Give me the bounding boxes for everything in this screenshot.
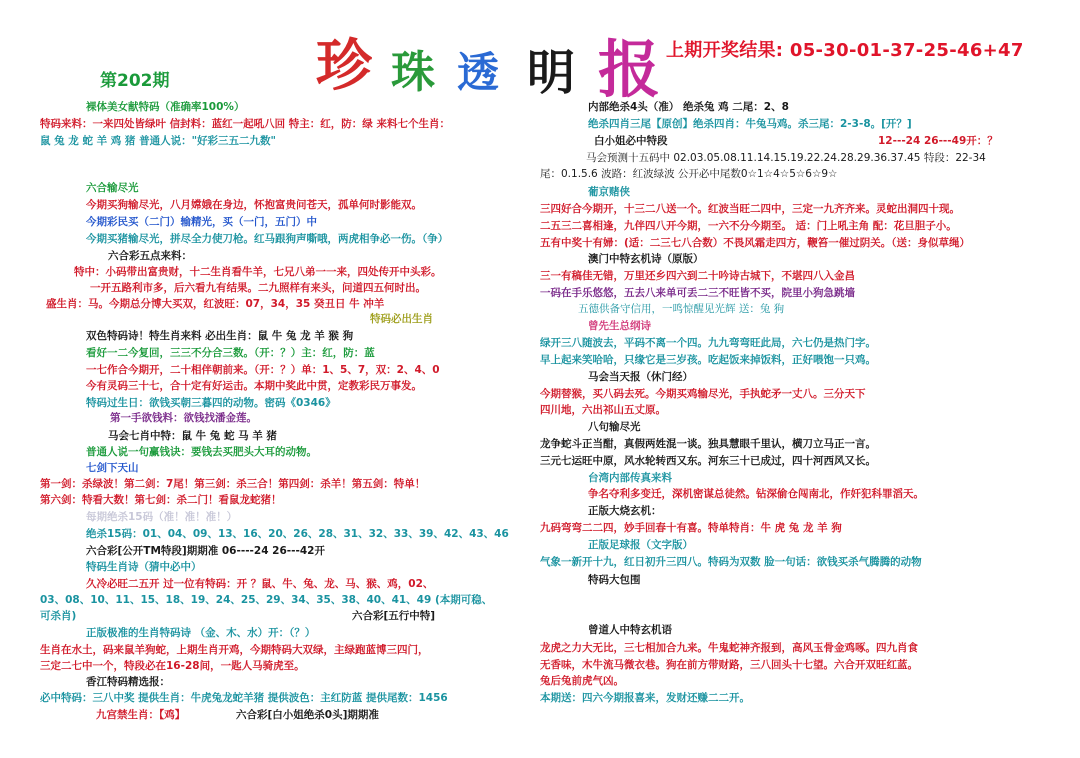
left-line-8: 六合彩五点来料： — [108, 250, 192, 262]
left-line-27: 特码生肖诗（猜中必中） — [86, 561, 202, 573]
right-line-3: 白小姐必中特段 — [594, 135, 668, 147]
last-result-numbers: 05-30-01-37-25-46+47 — [789, 40, 1024, 61]
left-line-20: 普通人说一句赢钱诀：要钱去买肥头大耳的动物。 — [86, 446, 317, 458]
left-line-26: 六合彩[公开TM特段]期期准 06----24 26---42开 — [86, 545, 325, 557]
right-line-23: 台湾内部传真来料 — [588, 472, 672, 484]
right-line-21: 龙争蛇斗正当酣，真假两姓混一谈。独具慧眼千里认，横刀立马正一言。 — [540, 438, 876, 450]
left-line-4: 六合输尽光 — [86, 182, 139, 194]
right-line-13: 五德供备守信用，一鸣惊醒见光辉 送：兔 狗 — [578, 303, 785, 315]
right-line-4: 马会预测十五码中 02.03.05.08.11.14.15.19.22.24.28.29.36.37.45 特段：22-34 — [586, 152, 986, 164]
left-line-18: 第一手欲钱料：欲钱找潘金莲。 — [110, 412, 257, 424]
left-line-15: 一七作合今期开，二十相伴朝前来。（开：？）单：1、5、7，双：2、4、0 — [86, 364, 440, 376]
right-line-26: 九码弯弯二二四，妙手回春十有喜。特单特肖：牛 虎 兔 龙 羊 狗 — [540, 522, 842, 534]
left-line-35: 必中特码：三八中奖 提供生肖：牛虎兔龙蛇羊猪 提供波色：主红防蓝 提供尾数：1456 — [40, 692, 448, 704]
right-line-29: 特码大包围 — [588, 574, 641, 586]
left-line-31: 正版极准的生肖特码诗 （金、木、水）开：（？） — [86, 627, 316, 639]
left-line-34: 香江特码精选报： — [86, 676, 170, 688]
left-line-23: 第六剑：特看大数！第七剑：杀二门！看鼠龙蛇猪！ — [40, 494, 282, 506]
right-line-20: 八句输尽光 — [588, 421, 641, 433]
left-line-29: 03、08、10、11、15、18、19、24、25、29、34、35、38、40、41、49 (本期可稳、 — [40, 594, 493, 606]
left-line-12: 特码必出生肖 — [370, 313, 433, 325]
right-line-16: 早上起来笑哈哈，只缘它是三岁孩。吃起饭来掉饭料，正好喂饱一只鸡。 — [540, 354, 876, 366]
right-line-28: 气象一新开十九，红日初升三四八。特码为双数 脸一句话：欲钱买杀气腾腾的动物 — [540, 556, 922, 568]
right-line-10: 澳门中特玄机诗（原版） — [588, 253, 704, 265]
left-line-36a: 九宫禁生肖：【鸡】 — [96, 709, 186, 721]
title-char-3: 透 — [457, 48, 500, 97]
left-line-5: 今期买狗输尽光，八月嫦娥在身边，怀抱富贵问苍天，孤单何时影能双。 — [86, 199, 422, 211]
right-line-3b: 12---24 26---49开：？ — [878, 135, 998, 147]
left-line-14: 看好一二今复回，三三不分合三数。（开：？）主：红，防：蓝 — [86, 347, 375, 359]
right-line-6: 葡京赌侠 — [588, 186, 630, 198]
last-result — [666, 36, 1024, 62]
right-line-19: 四川地，六出祁山五丈原。 — [540, 404, 666, 416]
left-line-30b: 六合彩[五行中特] — [352, 610, 436, 622]
left-line-28: 久冷必旺二五开 过一位有特码：开 ？鼠、牛、兔、龙、马、猴、鸡，02、 — [86, 578, 434, 590]
right-line-34: 本期送：四六今期报喜来，发财还赚二二开。 — [540, 692, 750, 704]
title-char-5: 报 — [598, 33, 661, 106]
left-line-36b: 六合彩[白小姐绝杀0头]期期准 — [236, 709, 379, 721]
right-line-27: 正版足球报（文字版） — [588, 539, 693, 551]
right-line-15: 绿开三八随波去，平码不离一个四。九九弯弯旺此局，六七仍是热门字。 — [540, 337, 876, 349]
left-line-22: 第一剑：杀绿波！第二剑：7尾！第三剑：杀三合！第四剑：杀羊！第五剑：特单！ — [40, 478, 426, 490]
right-line-33: 兔后兔前虎气凶。 — [540, 675, 624, 687]
left-line-6: 今期彩民买（二门）输精光，买（一门，五门）中 — [86, 216, 317, 228]
right-line-8: 二五三二喜相逢，九伴四八开今期，一六不分今期至。 适：门上吼主角 配：花旦胆子小。 — [540, 220, 957, 232]
issue-number: 第202期 — [100, 71, 170, 91]
right-line-31: 龙虎之力大无比，三七相加合九来。牛鬼蛇神齐报到，高风玉骨金鸡啄。四九肖食 — [540, 642, 918, 654]
right-line-7: 三四好合今期开，十三二八送一个。红波当旺二四中，三定一九齐齐来。灵蛇出洞四十现。 — [540, 203, 960, 215]
left-line-16: 今有灵码三十七，合十定有好运击。本期中奖此中贯，定教彩民万事发。 — [86, 380, 422, 392]
right-line-18: 今期替猴，买八码去死。今期买鸡输尽光，手执蛇矛一丈八。三分天下 — [540, 388, 866, 400]
right-line-2: 绝杀四肖三尾【原创】绝杀四肖：牛兔马鸡。杀三尾：2-3-8。[开？] — [588, 118, 912, 130]
left-line-32: 生肖在水土，码来鼠羊狗蛇，上期生肖开鸡，今期特码大双绿，主绿跑蓝博三四门， — [40, 644, 429, 656]
right-line-11: 三一有稿佳无错，万里还乡四六到二十吟诗古城下，不堪四八入金昌 — [540, 270, 855, 282]
left-line-25: 绝杀15码：01、04、09、13、16、20、26、28、31、32、33、39、42、43、46 — [86, 528, 509, 540]
right-line-1: 内部绝杀4头（准） 绝杀兔 鸡 二尾：2、8 — [588, 101, 789, 113]
last-result-label: 上期开奖结果: — [666, 40, 784, 61]
left-line-1: 裸体美女献特码（准确率100%） — [86, 101, 245, 113]
left-line-17: 特码过生日：欲钱买朝三暮四的动物。密码《0346》 — [86, 397, 336, 409]
left-line-3: 鼠 兔 龙 蛇 羊 鸡 猪 普通人说："好彩三五二九数" — [40, 135, 277, 147]
left-line-10: 一开五路利市多，后六看九有结果。二九照样有来头，问道四五何时出。 — [90, 282, 426, 294]
title-char-1: 珍 — [316, 33, 372, 99]
right-line-30: 曾道人中特玄机语 — [588, 624, 672, 636]
left-line-24: 每期绝杀15码（准！准！准！） — [86, 511, 238, 523]
left-line-19: 马会七肖中特：鼠 牛 兔 蛇 马 羊 猪 — [108, 430, 277, 442]
right-line-12: 一码在手乐悠悠，五去八来单可丢二三不旺皆不买，院里小狗急跳墙 — [540, 287, 855, 299]
title-char-4: 明 — [527, 45, 576, 101]
left-line-21: 七剑下天山 — [86, 462, 139, 474]
left-line-11: 盛生肖：马。今期总分博大买双，红波旺：07，34，35 癸丑日 牛 冲羊 — [46, 298, 385, 310]
left-line-13: 双色特码诗！特生肖来料 必出生肖：鼠 牛 兔 龙 羊 猴 狗 — [86, 330, 354, 342]
right-line-25: 正版大烧玄机： — [588, 505, 662, 517]
left-line-2: 特码来料：一来四处皆绿叶 信封料：蓝红一起吼八回 特主：红，防：绿 来料七个生肖： — [40, 118, 450, 130]
left-line-30: 可杀肖) — [40, 610, 77, 622]
right-line-32: 无香味，木牛流马微衣巷。狗在前方带财路，三八回头十七望。六合开双旺红蓝。 — [540, 659, 918, 671]
title-char-2: 珠 — [391, 47, 435, 98]
right-line-14: 曾先生总纲诗 — [588, 320, 651, 332]
right-line-24: 争名夺利多变迁，深机密谋总徒然。钻深偷仓闯南北，作奸犯科罪滔天。 — [588, 488, 924, 500]
right-line-17: 马会当天报（休门经） — [588, 371, 693, 383]
left-line-9: 特中：小码带出富贵财，十二生肖看牛羊，七兄八弟一一来，四处传开中头彩。 — [74, 266, 442, 278]
left-line-33: 三定二七中一个，特段必在16-28间，一匙人马骑虎至。 — [40, 660, 305, 672]
right-line-22: 三元七运旺中原，风水轮转西又东。河东三十已成过，四十河西风又长。 — [540, 455, 876, 467]
right-line-9: 五有中奖十有婦：(适：二三七八合数）不畏风霜走四方，鞭笞一催过阴关。（送：身似草绳） — [540, 237, 971, 249]
left-line-7: 今期买猪输尽光，拼尽全力使刀枪。红马跟狗声嘶哦，两虎相争必一伤。（争） — [86, 233, 449, 245]
right-line-5: 尾：0.1.5.6 波路：红波绿波 公开必中尾数0☆1☆4☆5☆6☆9☆ — [540, 168, 838, 180]
